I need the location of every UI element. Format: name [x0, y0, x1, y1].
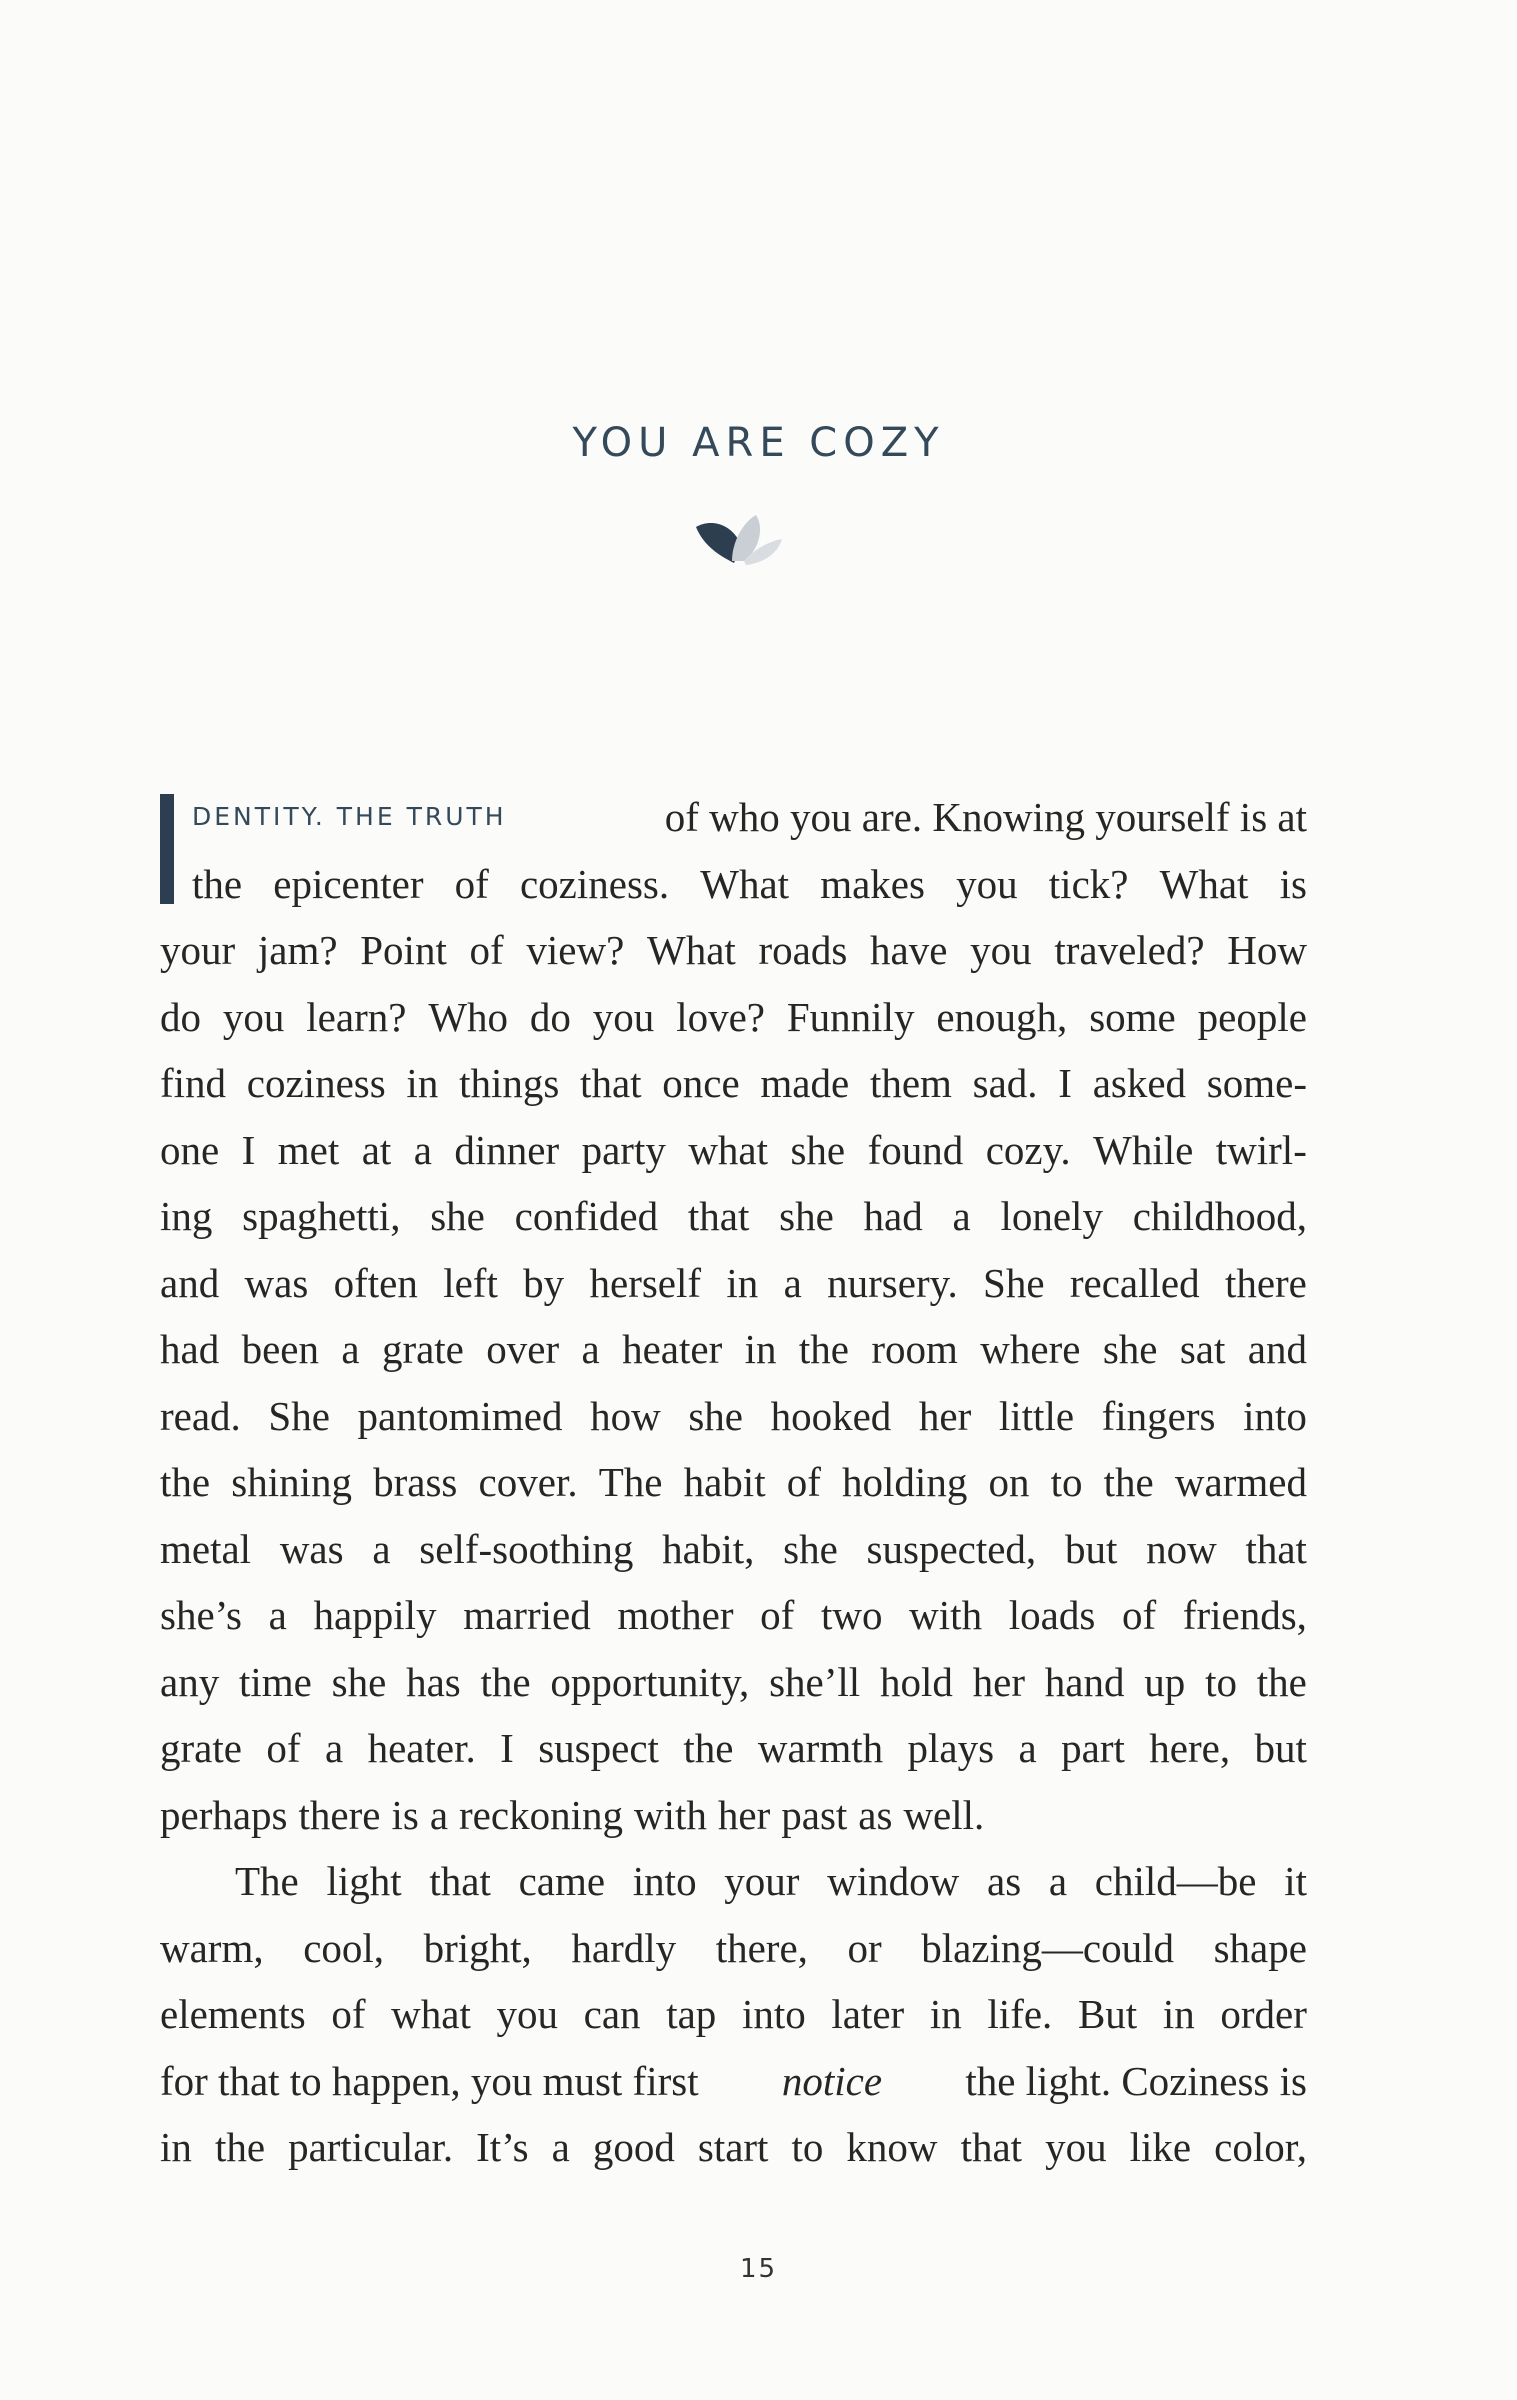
text-line: metal was a self-soothing habit, she suspected, but now that — [160, 1525, 1307, 1572]
text-line: in the particular. It’s a good start to know that you like color, — [160, 2124, 1307, 2170]
text-line: find coziness in things that once made them sad. I asked some- — [160, 1060, 1307, 1106]
text-line: grate of a heater. I suspect the warmth plays a part here, but — [160, 1725, 1307, 1771]
leaf-sprig-icon — [688, 505, 788, 575]
lead-in-smallcaps: DENTITY. THE TRUTH — [192, 802, 507, 831]
text-line-segment: the light. Coziness is — [965, 2057, 1307, 2104]
text-line: perhaps there is a reckoning with her past as well. — [160, 1791, 985, 1838]
text-line: the shining brass cover. The habit of holding on to the warmed — [160, 1459, 1307, 1505]
chapter-title: YOU ARE COZY — [572, 420, 945, 466]
text-line: The light that came into your window as a child—be it — [235, 1858, 1307, 1904]
text-line: warm, cool, bright, hardly there, or blazing—could shape — [160, 1924, 1307, 1971]
text-line — [192, 784, 1307, 851]
text-line-segment: for that to happen, you must first — [160, 2057, 699, 2104]
text-line: she’s a happily married mother of two with loads of friends, — [160, 1592, 1307, 1638]
text-line: read. She pantomimed how she hooked her little fingers into — [160, 1392, 1307, 1439]
text-line: any time she has the opportunity, she’ll hold her hand up to the — [160, 1658, 1307, 1705]
text-line: had been a grate over a heater in the room where she sat and — [160, 1326, 1307, 1372]
text-line: and was often left by herself in a nursery. She recalled there — [160, 1259, 1307, 1306]
text-line-segment: of who you are. Knowing yourself is at — [664, 794, 1307, 840]
text-line: the epicenter of coziness. What makes you tick? What is — [192, 860, 1307, 907]
text-line: elements of what you can tap into later in life. But in order — [160, 1991, 1307, 2037]
text-line: ing spaghetti, she confided that she had a lonely childhood, — [160, 1193, 1307, 1239]
text-line: do you learn? Who do you love? Funnily enough, some people — [160, 993, 1307, 1040]
emphasis-notice: notice — [781, 2057, 883, 2104]
paragraph-1-opening — [160, 784, 1307, 917]
page-number: 15 — [739, 2254, 778, 2284]
body-text — [160, 784, 1307, 2181]
text-line: your jam? Point of view? What roads have you traveled? How — [160, 927, 1307, 973]
drop-cap — [160, 794, 174, 904]
text-line: one I met at a dinner party what she found cozy. While twirl- — [160, 1126, 1307, 1173]
text-line — [160, 2048, 1307, 2115]
